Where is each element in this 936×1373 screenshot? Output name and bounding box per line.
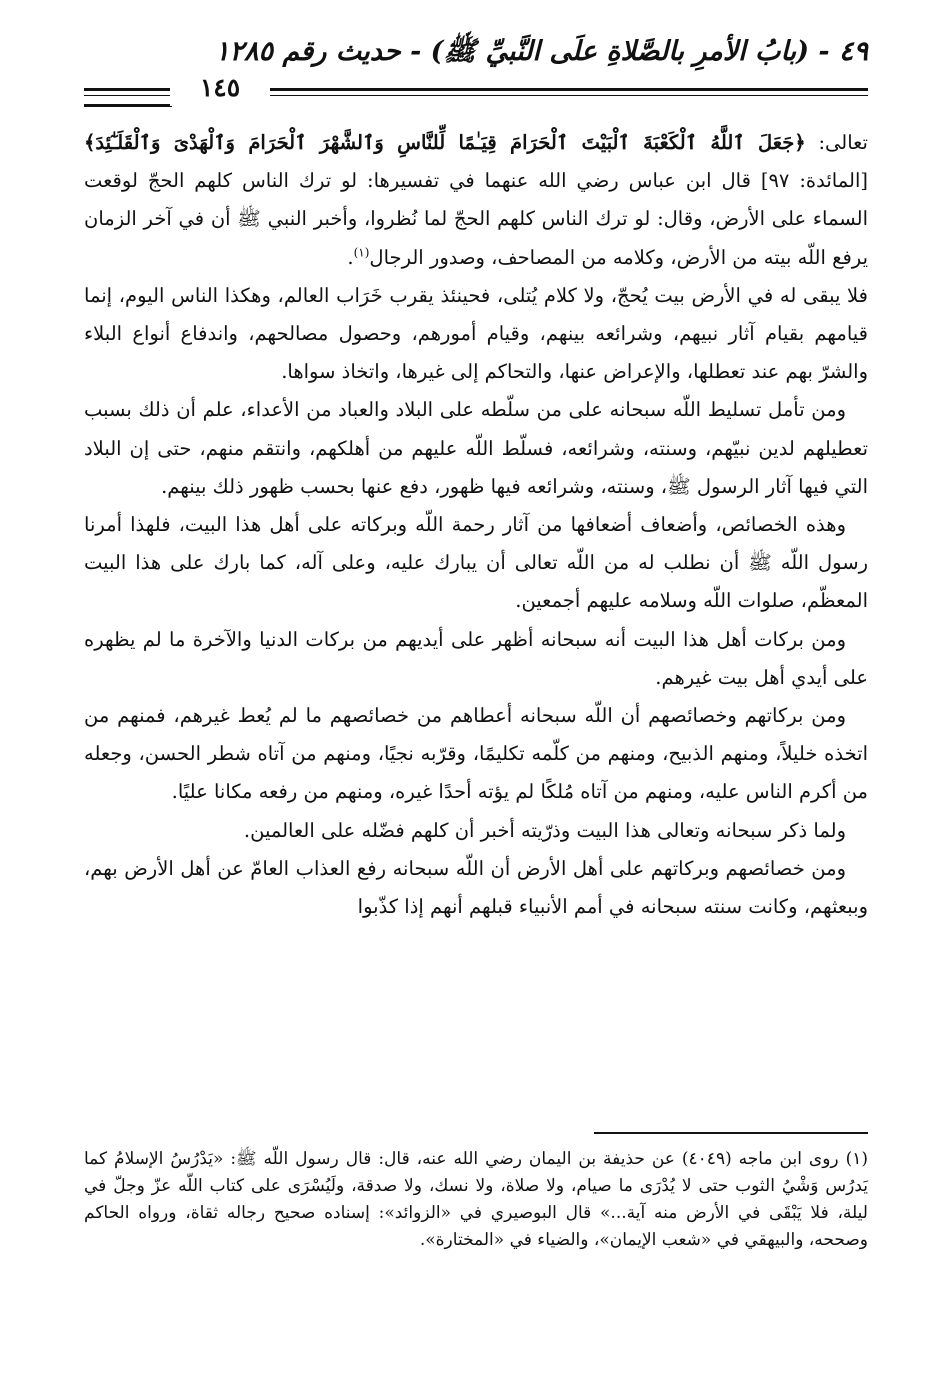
header-rule-short (84, 104, 172, 107)
main-text (84, 124, 868, 926)
paragraph-6: ومن بركاتهم وخصائصهم أن اللّه سبحانه أعطاهم من خصائصهم ما لم يُعط غيرهم، فمنهم من اتخذه خليلاً، ومنهم الذبيح، ومنهم من كلّمه تكليمًا، وقرّبه نجيًا، ومنهم من آتاه شطر الحسن، وجعله من أكرم الناس عليه، ومنهم من آتاه مُلكًا لم يؤته أحدًا غيره، ومنهم من رفعه مكانا عليًا. (84, 704, 868, 804)
paragraph-7: ولما ذكر سبحانه وتعالى هذا البيت وذرّيته أخبر أن كلهم فضّله على العالمين. (243, 818, 846, 842)
paragraph-1-end: . (347, 245, 354, 269)
footnote-ref-1[interactable]: (١) (353, 245, 370, 260)
paragraph-1-prefix: تعالى: (805, 131, 868, 154)
paragraph-4: وهذه الخصائص، وأضعاف أضعافها من آثار رحمة اللّه وبركاته على أهل هذا البيت، فلهذا أمرنا رسول اللّه ﷺ أن نطلب له من اللّه تعالى أن يبارك عليه، وعلى آله، كما بارك على هذا البيت المعظّم، صلوات اللّه وسلامه عليهم أجمعين. (84, 513, 868, 613)
paragraph-2: فلا يبقى له في الأرض بيت يُحجّ، ولا كلام يُتلى، فحينئذ يقرب خَرَاب العالم، وهكذا الناس اليوم، إنما قيامهم بقيام آثار نبيهم، وشرائعه بينهم، وقيام أمورهم، وحصول مصالحهم، واندفاع أنواع البلاء والشرّ بهم عند تعطلها، والإعراض عنها، والتحاكم إلى غيرها، واتخاذ سواها. (84, 283, 868, 384)
paragraph-3: ومن تأمل تسليط اللّه سبحانه على من سلّطه على البلاد والعباد من الأعداء، علم أن ذلك بسبب تعطيلهم لدين نبيّهم، وسنته، وشرائعه، فسلّط اللّه عليهم من أهلكهم، وانتقم منهم، حتى إن البلاد التي فيها آثار الرسول ﷺ، وسنته، وشرائعه فيها ظهور، دفع عنها بحسب ظهور ذلك بينهم. (84, 398, 868, 498)
page-header (84, 30, 868, 110)
footnote-divider (594, 1132, 868, 1134)
footnote-1: (١) روى ابن ماجه (٤٠٤٩) عن حذيفة بن اليمان رضي الله عنه، قال: قال رسول اللّه ﷺ: «يَدْرُسُ الإسلامُ كما يَدرُس وَشْيُ الثوب حتى لا يُدْرَى ما صيام، ولا صلاة، ولا نسك، ولا صدقة، ولَيُسْرَى على كتاب اللّه عزّ وجلّ في ليلة، فلا يَبْقَى في الأرض منه آية...» قال البوصيري في «الزوائد»: إسناده صحيح رجاله ثقاة، ورواه الحاكم وصححه، والبيهقي في «شعب الإيمان»، والضياء في «المختارة». (84, 1149, 868, 1250)
paragraph-5: ومن بركات أهل هذا البيت أنه سبحانه أظهر على أيديهم من بركات الدنيا والآخرة ما لم يظهره على أيدي أهل بيت غيرهم. (84, 627, 868, 689)
footnotes (84, 1146, 868, 1254)
paragraph-1-text: [المائدة: ٩٧] قال ابن عباس رضي الله عنهما في تفسيرها: لو ترك الناس كلهم الحجّ لوقعت السماء على الأرض، وقال: لو ترك الناس كلهم الحجّ لما نُظروا، وأخبر النبي ﷺ أن في آخر الزمان يرفع اللّه بيته من الأرض، وكلامه من المصاحف، وصدور الرجال (84, 169, 868, 269)
quran-verse: ﴿جَعَلَ ٱللَّهُ ٱلْكَعْبَةَ ٱلْبَيْتَ ٱلْحَرَامَ قِيَـٰمًا لِّلنَّاسِ وَٱلشَّهْرَ ٱلْحَرَامَ وَٱلْهَدْىَ وَٱلْقَلَـٰٓئِدَ﴾ (84, 131, 806, 154)
paragraph-8: ومن خصائصهم وبركاتهم على أهل الأرض أن اللّه سبحانه رفع العذاب العامّ عن أهل الأرض بهم، وببعثهم، وكانت سنته سبحانه في أمم الأنبياء قبلهم أنهم إذا كذّبوا (84, 856, 868, 919)
page-number: ١٤٥ (170, 70, 270, 106)
chapter-heading: ٤٩ - (بابُ الأمرِ بالصَّلاةِ علَى النَّبيِّ ﷺ) - حديث رقم ١٢٨٥ (215, 36, 868, 67)
paragraph-1 (84, 124, 868, 277)
